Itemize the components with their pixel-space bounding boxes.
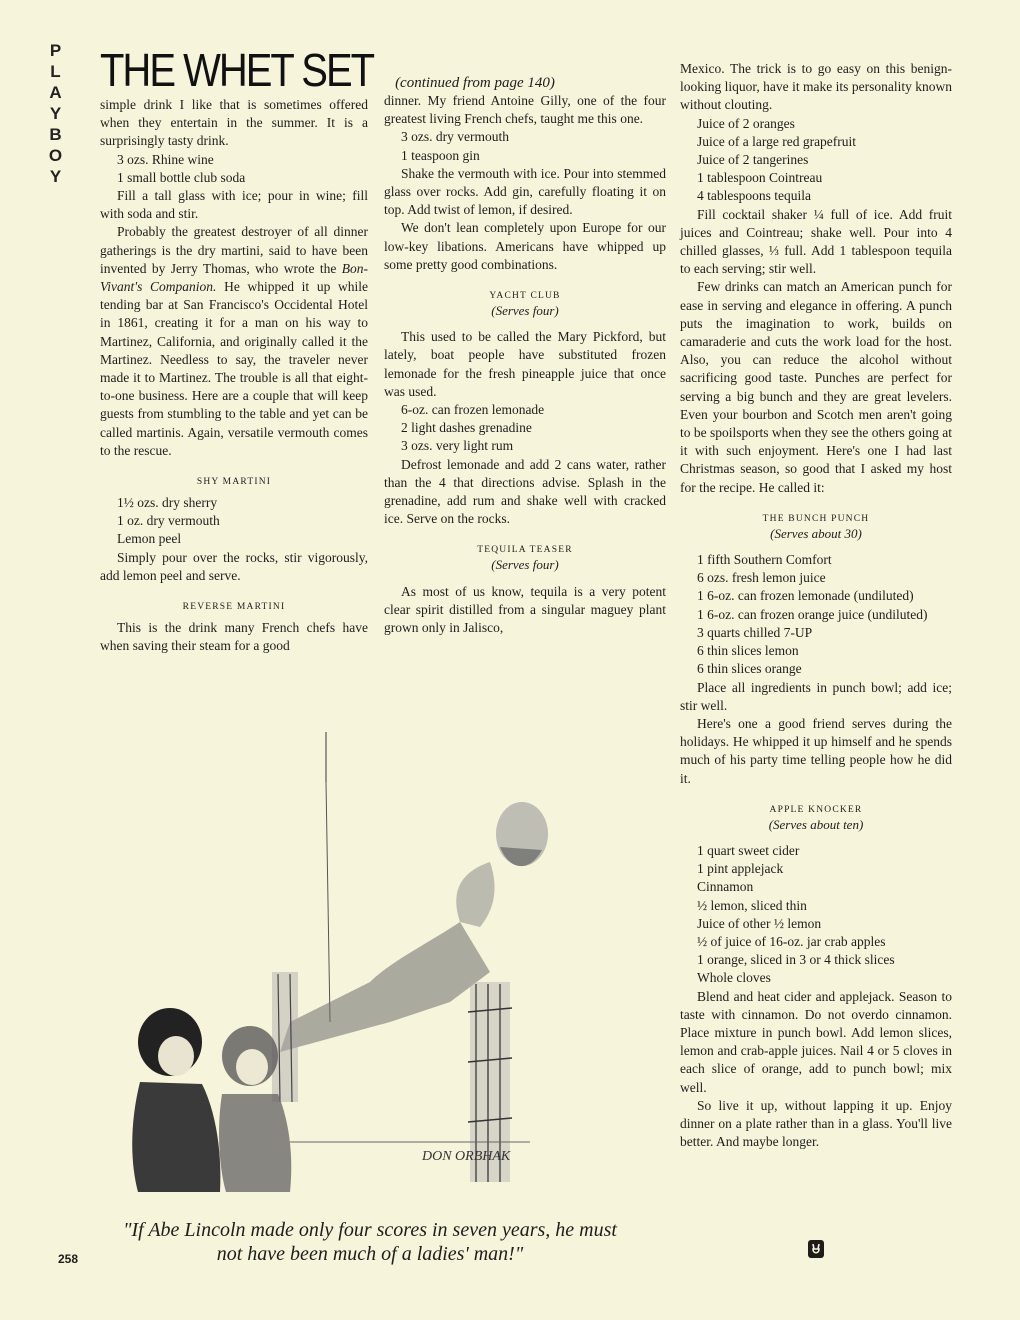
recipe-serves: (Serves four) (491, 557, 559, 573)
ingredient: 1 fifth Southern Comfort (697, 552, 832, 568)
recipe-serves: (Serves about ten) (768, 816, 864, 832)
paragraph: So live it up, without lapping it up. Enjoy dinner on a plate rather than in a glass. You'll live better. And maybe longer. (680, 1097, 952, 1150)
ingredient: Juice of 2 oranges (697, 115, 795, 131)
paragraph: As most of us know, tequila is a very potent clear spirit distilled from a singular maguey plant grown only in Jalisco, (384, 583, 666, 636)
recipe-serves: (Serves four) (491, 303, 559, 319)
ingredient: ½ of juice of 16-oz. jar crab apples (697, 933, 886, 949)
column-2 (384, 92, 666, 637)
ingredient: 3 quarts chilled 7-UP (697, 624, 813, 640)
recipe-title: YACHT CLUB (489, 291, 561, 302)
column-3 (680, 60, 952, 1151)
ingredient: 1 tablespoon Cointreau (697, 170, 823, 186)
ingredient: Lemon peel (117, 531, 182, 547)
ingredient: Cinnamon (697, 879, 754, 895)
cartoon-illustration (130, 722, 550, 1192)
paragraph: Simply pour over the rocks, stir vigorously, add lemon peel and serve. (100, 549, 368, 583)
paragraph: Defrost lemonade and add 2 cans water, rather than the 4 that directions advise. Splash in the grenadine, add rum and shake well with cracked ice. Serve on the rocks. (384, 456, 666, 527)
paragraph: Shake the vermouth with ice. Pour into stemmed glass over rocks. Add gin, carefully floating it on top. Add twist of lemon, if desired. (384, 165, 666, 218)
paragraph: Here's one a good friend serves during the holidays. He whipped it up himself and he spends much of his party time telling people how he did it. (680, 715, 952, 786)
rabbit-head-end-mark-icon (808, 1240, 824, 1258)
ingredient: Juice of other ½ lemon (697, 915, 822, 931)
recipe-title: REVERSE MARTINI (182, 602, 286, 613)
ingredient: 6 ozs. fresh lemon juice (697, 570, 826, 586)
ingredient: 1½ ozs. dry sherry (117, 495, 218, 511)
ingredient: 3 ozs. Rhine wine (117, 151, 214, 167)
recipe-title: TEQUILA TEASER (477, 545, 573, 556)
cartoonist-signature: DON ORBHAK (422, 1149, 511, 1164)
ingredient: 4 tablespoons tequila (697, 188, 811, 204)
recipe-serves: (Serves about 30) (770, 525, 862, 541)
book-title: Bon-Vivant's Companion. (100, 260, 368, 295)
ingredient: 6 thin slices lemon (697, 643, 799, 659)
paragraph: Fill a tall glass with ice; pour in wine; fill with soda and stir. (100, 188, 368, 222)
column-1 (100, 96, 368, 655)
ingredient: 1 6-oz. can frozen orange juice (undiluted) (697, 606, 928, 622)
recipe-title: SHY MARTINI (196, 477, 272, 488)
ingredient: 6 thin slices orange (697, 661, 802, 677)
playboy-side-logo: P L A Y B O Y (48, 41, 64, 186)
ingredient: 1 small bottle club soda (117, 169, 246, 185)
cartoon-caption: "If Abe Lincoln made only four scores in seven years, he must not have been much of a ladies' man!" (123, 1219, 617, 1265)
continued-note: (continued from page 140) (395, 75, 555, 91)
paragraph: dinner. My friend Antoine Gilly, one of the four greatest living French chefs, taught me this one. (384, 93, 666, 127)
paragraph: Fill cocktail shaker ¼ full of ice. Add fruit juices and Cointreau; shake well. Pour into 4 chilled glasses, ⅓ full. Add 1 tablespoon tequila to each serving; stir well. (680, 206, 952, 277)
ingredient: 1 pint applejack (697, 861, 784, 877)
ingredient: 1 6-oz. can frozen lemonade (undiluted) (697, 588, 914, 604)
paragraph: Blend and heat cider and applejack. Season to taste with cinnamon. Do not overdo cinnamon. Place mixture in punch bowl. Add lemon slices, lemon and crab-apple juices. Nail 4 or 5 cloves in each slice of orange, add to punch bowl; mix well. (680, 988, 952, 1095)
ingredient: 1 oz. dry vermouth (117, 513, 220, 529)
page-number: 258 (58, 1252, 79, 1266)
paragraph: simple drink I like that is sometimes offered when they entertain in the summer. It is a surprisingly tasty drink. (100, 97, 368, 149)
ingredient: Juice of a large red grapefruit (697, 133, 857, 149)
ingredient: 3 ozs. dry vermouth (401, 129, 509, 145)
ingredient: 1 teaspoon gin (401, 147, 480, 163)
paragraph: Place all ingredients in punch bowl; add ice; stir well. (680, 679, 952, 713)
ingredient: ½ lemon, sliced thin (697, 897, 807, 913)
article-title: THE WHET SET (100, 45, 374, 97)
ingredient: Whole cloves (697, 970, 771, 986)
paragraph: Probably the greatest destroyer of all dinner gatherings is the dry martini, said to have been invented by Jerry Thomas, who wrote the Bon-Vivant's Companion. He whipped it up while tending bar at San Francisco's Occidental Hotel in 1861, creating it for a man on his way to Martinez, California, and originally called it the Martinez. Needless to say, the traveler never made it to Martinez. The trouble is all that eight-to-one business. Here are a couple that will keep guests from stumbling to the table and yet can be called martinis. Again, versatile vermouth comes to the rescue. (100, 224, 368, 458)
ingredient: 1 quart sweet cider (697, 842, 800, 858)
ingredient: Juice of 2 tangerines (697, 152, 809, 168)
paragraph: Few drinks can match an American punch for ease in serving and elegance in offering. A punch puts the imagination to work, builds on camaraderie and cuts the work load for the host. Also, you can reduce the alcohol without sacrificing good taste. Punches are perfect for serving a big bunch and they are great levelers. Even your bourbon and Scotch men aren't going to be spoilsports when they see the others going at it with such enjoyment. Here's one I had last Christmas season, so good that I asked my host for the recipe. He called it: (680, 279, 952, 495)
paragraph: We don't lean completely upon Europe for our low-key libations. Americans have whipped up some pretty good combinations. (384, 220, 666, 272)
ingredient: 6-oz. can frozen lemonade (401, 402, 545, 418)
paragraph: Mexico. The trick is to go easy on this benign-looking liquor, have it make its personality known without clouting. (680, 61, 952, 113)
paragraph: This used to be called the Mary Pickford, but lately, boat people have substituted frozen lemonade for the fresh pineapple juice that once was used. (384, 329, 666, 399)
ingredient: 1 orange, sliced in 3 or 4 thick slices (697, 952, 895, 968)
paragraph: This is the drink many French chefs have when saving their steam for a good (100, 620, 368, 654)
ingredient: 2 light dashes grenadine (401, 420, 532, 436)
recipe-title: APPLE KNOCKER (769, 804, 863, 815)
recipe-title: THE BUNCH PUNCH (762, 513, 870, 524)
ingredient: 3 ozs. very light rum (401, 438, 514, 454)
